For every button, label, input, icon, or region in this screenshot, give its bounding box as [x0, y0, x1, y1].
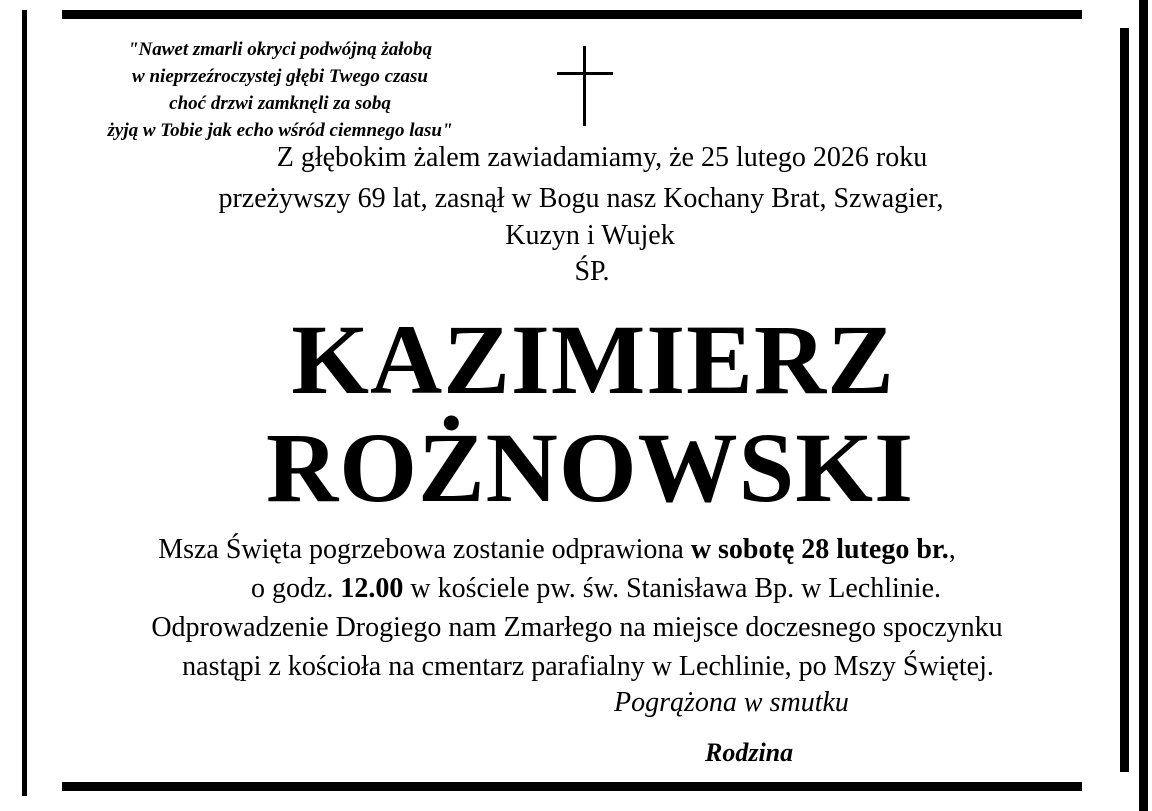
mass-info-line	[0, 534, 1133, 566]
announcement-line-3: Kuzyn i Wujek	[505, 220, 675, 251]
time-suffix: w kościele pw. św. Stanisława Bp. w Lechlinie.	[403, 573, 942, 604]
mourning-signature: Pogrążona w smutku	[614, 687, 849, 718]
motto-line: choć drzwi zamknęli za sobą	[169, 93, 391, 114]
procession-line-2: nastąpi z kościoła na cmentarz parafialny w Lechlinie, po Mszy Świętej.	[182, 651, 994, 682]
mass-prefix: Msza Święta pogrzebowa zostanie odprawiona	[158, 534, 691, 565]
announcement-line-1: Z głębokim żalem zawiadamiamy, że 25 lutego 2026 roku	[276, 142, 928, 173]
motto-line: "Nawet zmarli okryci podwójną żałobą	[127, 39, 432, 60]
bottom-border-bar	[62, 782, 1082, 791]
procession-line-1: Odprowadzenie Drogiego nam Zmarłego na miejsce doczesnego spoczynku	[151, 612, 1003, 643]
deceased-last-name: ROŻNOWSKI	[265, 412, 914, 523]
motto-poem	[70, 36, 490, 144]
mass-time: 12.00	[340, 573, 404, 604]
mass-date: w sobotę 28 lutego br.	[690, 534, 949, 565]
motto-line: żyją w Tobie jak echo wśród ciemnego lasu"	[107, 120, 453, 141]
top-border-bar	[62, 10, 1082, 19]
mass-time-line	[20, 573, 1152, 605]
announcement-line-2: przeżywszy 69 lat, zasnął w Bogu nasz Kochany Brat, Szwagier,	[218, 183, 944, 214]
cross-icon	[557, 46, 613, 126]
time-prefix: o godz.	[250, 573, 341, 604]
motto-line: w nieprzeźroczystej głębi Twego czasu	[132, 66, 428, 87]
deceased-first-name: KAZIMIERZ	[291, 304, 895, 415]
mass-date-suffix: ,	[948, 534, 956, 565]
honorific: ŚP.	[574, 256, 610, 287]
family-signature: Rodzina	[705, 738, 794, 767]
